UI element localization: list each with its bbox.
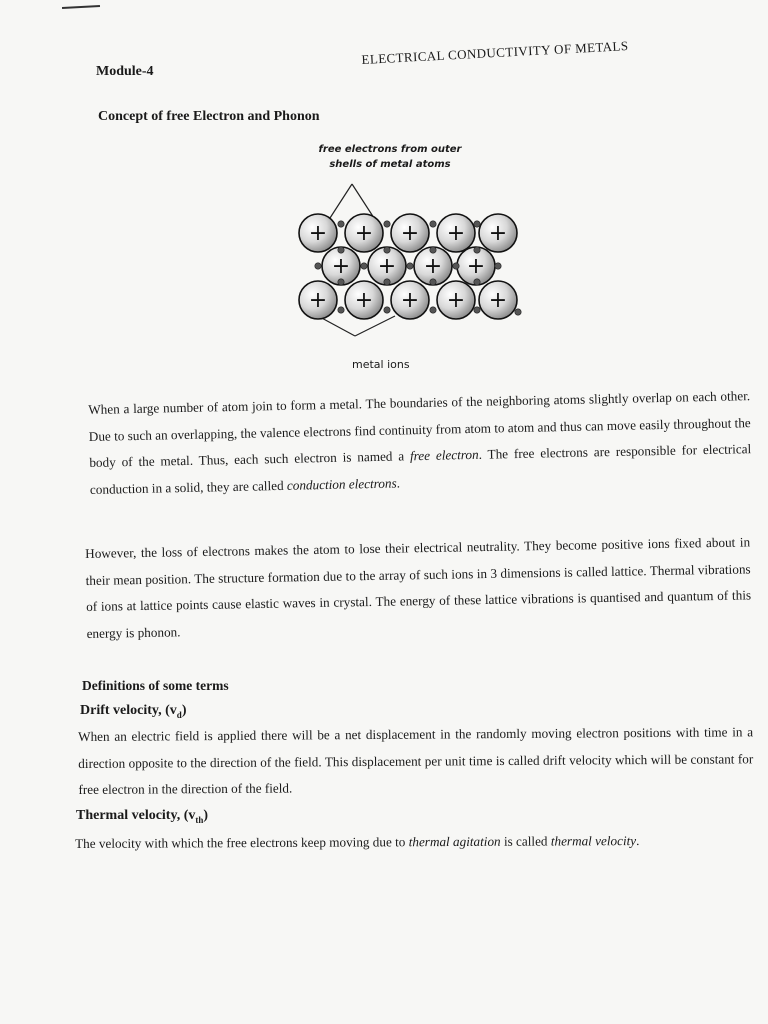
p1-term-conduction-electrons: conduction electrons bbox=[286, 475, 397, 493]
free-electron-dot bbox=[338, 221, 344, 227]
p4-text-1: The velocity with which the free electrons keep moving due to bbox=[75, 834, 409, 851]
free-electron-dot bbox=[384, 279, 390, 285]
p1-text-2: . The free electrons are responsible for electrical conduction in a solid, they are called bbox=[89, 441, 752, 497]
ion-plus-sign: + bbox=[308, 288, 328, 313]
p4-text-2: is called bbox=[500, 833, 551, 849]
free-electron-dot bbox=[384, 221, 390, 227]
definitions-heading: Definitions of some terms bbox=[82, 678, 229, 693]
free-electron-dot bbox=[430, 221, 436, 227]
paragraph-free-electron bbox=[88, 383, 752, 503]
free-electron-dot bbox=[474, 247, 480, 253]
ion-plus-sign: + bbox=[488, 288, 508, 313]
ion-plus-sign: + bbox=[466, 254, 486, 279]
free-electron-dot bbox=[474, 279, 480, 285]
thermal-term: Thermal velocity, (v bbox=[76, 808, 196, 823]
section-title: Concept of free Electron and Phonon bbox=[98, 109, 320, 124]
ion-plus-sign: + bbox=[354, 221, 374, 246]
p4-text-3: . bbox=[636, 833, 640, 849]
metal-lattice-figure bbox=[290, 140, 530, 380]
free-electron-dot bbox=[338, 247, 344, 253]
ion-plus-sign: + bbox=[308, 221, 328, 246]
free-electron-dot bbox=[361, 263, 367, 269]
drift-subscript: d bbox=[176, 709, 182, 720]
drift-velocity-text: When an electric field is applied there will be a net displacement in the randomly moving electron positions with time in a direction opposite to the direction of the field. This displacement per unit time is called drift velocity which will be constant for free electron in the direction of the field. bbox=[78, 724, 754, 797]
ion-plus-sign: + bbox=[400, 221, 420, 246]
free-electron-dot bbox=[338, 279, 344, 285]
thermal-velocity-text bbox=[75, 826, 757, 858]
free-electron-dot bbox=[515, 309, 521, 315]
ion-plus-sign: + bbox=[423, 254, 443, 279]
metal-ion bbox=[345, 214, 383, 252]
figure-top-label-line1: free electrons from outer bbox=[318, 144, 462, 155]
p1-term-free-electron: free electron bbox=[409, 446, 479, 464]
drift-close: ) bbox=[181, 703, 187, 718]
drift-term: Drift velocity, (v bbox=[80, 703, 177, 718]
drift-velocity-heading bbox=[80, 703, 186, 720]
pen-mark bbox=[62, 5, 100, 9]
ion-plus-sign: + bbox=[377, 254, 397, 279]
p4-term-thermal-velocity: thermal velocity bbox=[550, 833, 637, 849]
ion-plus-sign: + bbox=[400, 288, 420, 313]
ion-plus-sign: + bbox=[446, 288, 466, 313]
ion-plus-sign: + bbox=[354, 288, 374, 313]
running-title: ELECTRICAL CONDUCTIVITY OF METALS bbox=[361, 38, 629, 68]
thermal-velocity-heading bbox=[76, 808, 208, 825]
module-label: Module-4 bbox=[96, 64, 154, 79]
free-electron-dot bbox=[430, 279, 436, 285]
metal-ion bbox=[479, 214, 517, 252]
metal-ion bbox=[437, 214, 475, 252]
ion-plus-sign: + bbox=[446, 221, 466, 246]
free-electron-dot bbox=[495, 263, 501, 269]
free-electron-dot bbox=[453, 263, 459, 269]
p1-text-1: When a large number of atom join to form a metal. The boundaries of the neighboring atoms slightly overlap on each other. Due to such an overlapping, the valence electrons find continuity from atom to atom and thus can move easily throughout the body of the metal. Thus, each such electron is named a bbox=[88, 388, 751, 470]
free-electron-dot bbox=[430, 247, 436, 253]
metal-ion bbox=[299, 214, 337, 252]
p1-text-3: . bbox=[396, 474, 401, 491]
figure-bottom-label: metal ions bbox=[352, 358, 410, 371]
p4-term-thermal-agitation: thermal agitation bbox=[408, 833, 501, 850]
paragraph-phonon: However, the loss of electrons makes the atom to lose their electrical neutrality. They become positive ions fixed about in their mean position. The structure formation due to the array of such ions in 3 dimensions is called lattice. Thermal vibrations of ions at lattice points cause elastic waves in crystal. The energy of these lattice vibrations is quantised and quantum of this energy is phonon. bbox=[85, 534, 752, 641]
lattice-diagram bbox=[290, 140, 530, 380]
ion-plus-sign: + bbox=[331, 254, 351, 279]
thermal-close: ) bbox=[203, 808, 209, 823]
free-electron-dot bbox=[474, 221, 480, 227]
metal-ion bbox=[437, 281, 475, 319]
figure-top-label-line2: shells of metal atoms bbox=[329, 159, 451, 170]
metal-ion bbox=[345, 281, 383, 319]
free-electron-dot bbox=[338, 307, 344, 313]
pointer-line bbox=[352, 184, 374, 218]
ion-plus-sign: + bbox=[488, 221, 508, 246]
free-electron-dot bbox=[474, 307, 480, 313]
metal-ion bbox=[299, 281, 337, 319]
free-electron-dot bbox=[384, 307, 390, 313]
thermal-subscript: th bbox=[195, 814, 204, 825]
metal-ion bbox=[391, 281, 429, 319]
free-electron-dot bbox=[407, 263, 413, 269]
metal-ion bbox=[391, 214, 429, 252]
free-electron-dot bbox=[430, 307, 436, 313]
metal-ion bbox=[479, 281, 517, 319]
free-electron-dot bbox=[315, 263, 321, 269]
pointer-line bbox=[330, 184, 352, 218]
free-electron-dot bbox=[384, 247, 390, 253]
